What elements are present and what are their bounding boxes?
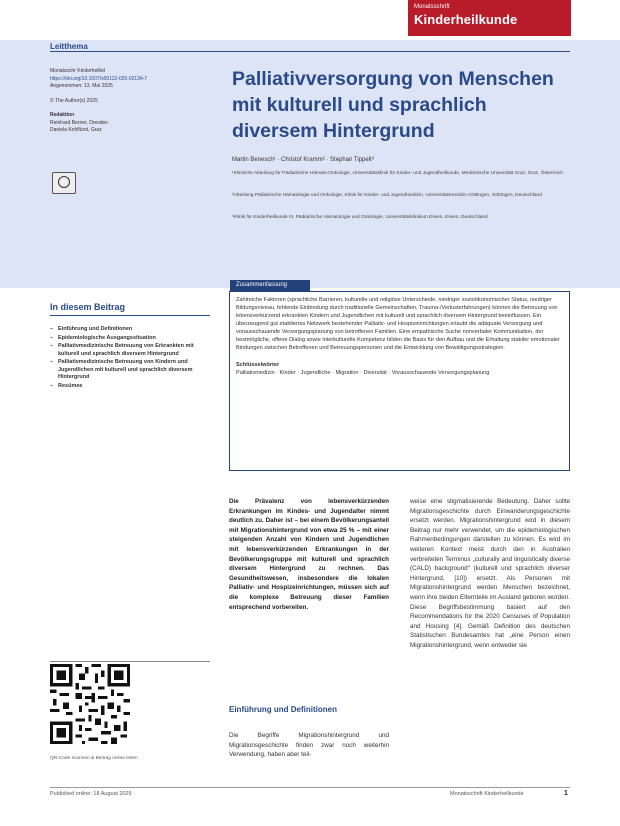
body-text-left: Die Begriffe Migrationshintergrund und Migrationsgeschichte finden zwar noch weiterhin Verwendung, haben aber teil-	[229, 732, 389, 759]
einfuehrung-heading: Einführung und Definitionen	[229, 705, 337, 714]
abstract-tab: Zusammenfassung	[230, 280, 310, 291]
affiliation-1: ¹Klinische Abteilung für Pädiatrische Hämato-Onkologie, Universitätsklinik für Kinder- und Jugendheilkunde, Medizinische Universität Graz, Graz, Österreich	[232, 171, 563, 176]
abstract-text: Zahlreiche Faktoren (sprachliche Barrieren, kulturelle und religiöse Unterschiede, niedriger sozioökonomischer Status, niedriger Bildungsniveau, fehlende Einbindung durch traditionelle Gemeinschaften, Trauma-/Verlusterfahrungen) können die Betreuung von lebensverkürzend erkrankten Kindern und Jugendlichen mit kulturell und sprachlich diversem Hintergrund beeinflussen. Ein überzeugend gut etabliertes Netzwerk bestehender Palliativ- und Hospizeinrichtungen erlaubt die adäquate Versorgung und vorausschauende Versorgungsplanung von betroffenen Familien. Eine empathische Suche nonverbaler Kommunikation, der bestmögliche, offene Dialog sowie interkulturelle Kompetenz bilden die Basis für den Aufbau und die Erhaltung stabiler emotionaler Bindungen zwischen Betroffenen und Betreuungspersonen und die Entwicklung von Bewältigungsstrategien.	[236, 297, 560, 351]
keywords-heading: Schlüsselwörter	[236, 362, 280, 368]
open-access-icon	[52, 172, 76, 194]
toc-item[interactable]: – Palliativmedizinische Betreuung von Kindern und Jugendlichen mit kulturell und sprachlich diversem Hintergrund	[50, 359, 210, 382]
article-title: Palliativversorgung von Menschen mit kulturell und sprachlich diversem Hintergrund	[232, 68, 554, 142]
published-date: Published online: 18 August 2025	[50, 791, 132, 797]
journal-logo	[408, 0, 571, 36]
page-number: 1	[564, 790, 568, 797]
article-meta	[50, 68, 210, 135]
toc-item[interactable]: – Einführung und Definitionen	[50, 326, 210, 334]
beitrag-divider	[50, 315, 210, 316]
footer-divider	[50, 787, 570, 788]
journal-line: Monatsschr Kinderheilkd	[50, 68, 105, 74]
affiliation-3: ³Klinik für Kinderheilkunde III, Pädiatrische Hämatologie und Onkologie, Universitätsklinikum Essen, Essen, Deutschland	[232, 215, 488, 220]
affiliation-2: ²Abteilung Pädiatrische Hämatologie und Onkologie, Klinik für Kinder- und Jugendmedizin, Universitätsmedizin Göttingen, Göttingen, Deutschland	[232, 193, 542, 198]
section-label: Leitthema	[50, 42, 88, 51]
body-text-right: weise eine stigmatisierende Bedeutung. Daher sollte Migrationsgeschichte durch Einwanderungsgeschichte ersetzt werden. Migrationshintergrund wird in diesem Beitrag nur mehr verwendet, um die epidemiologischen Rahmenbedingungen darstellen zu können. Es wird im weiteren Kontext meist durch den in Australien verbreiteten Terminus „culturally and linguistically diverse (CALD) background“ (kulturell und sprachlich diverser Hintergrund, [10]) ersetzt. Als Personen mit Migrationshintergrund werden Menschen bezeichnet, wenn ihre beiden Elternteile im Ausland geboren wurden. Diese Begriffsbestimmung basiert auf den Recommendations for the 2020 Censuses of Population and Housing [4]. Gemäß Definition des deutschen Statistischen Bundesamtes hat „eine Person einen Migrationshintergrund, wenn entweder sie	[410, 498, 570, 649]
sidebar-divider	[50, 661, 210, 662]
section-divider	[50, 51, 570, 52]
editor-1: Reinhard Berner, Dresden	[50, 119, 109, 126]
toc-item[interactable]: – Resümee	[50, 383, 210, 391]
copyright: © The Author(s) 2025	[50, 97, 98, 104]
qr-code-icon[interactable]	[50, 664, 130, 744]
redaktion-label: Redaktion	[50, 112, 75, 118]
abstract-box	[229, 291, 570, 471]
toc-item[interactable]: – Palliativmedizinische Betreuung von Erkrankten mit kulturell und sprachlich diversem Hintergrund	[50, 343, 210, 358]
doi-link[interactable]: https://doi.org/10.1007/s00112-025-02134-7	[50, 75, 148, 82]
journal-name: Kinderheilkunde	[414, 12, 518, 27]
intro-paragraph: Die Prävalenz von lebensverkürzenden Erkrankungen im Kindes- und Jugendalter nimmt deutlich zu. Daher ist – bei einem Bevölkerungsanteil mit Migrationshintergrund von etwa 25 % – mit einer steigenden Anzahl von Kindern und Jugendlichen mit lebensverkürzenden Erkrankungen in der Bevölkerungsgruppe mit kulturell und sprachlich diversem Hintergrund zu rechnen. Das Gesundheitswesen, insbesondere die lokalen Palliativ- und Hospizeinrichtungen, müssen sich auf die komplexe Betreuung dieser Familien entsprechend vorbereiten.	[229, 498, 389, 611]
qr-caption: QR-Code scannen & Beitrag online lesen	[50, 756, 138, 761]
editor-2: Daniela Kohlfürst, Graz	[50, 127, 102, 133]
toc-item[interactable]: – Epidemiologische Ausgangssituation	[50, 335, 210, 343]
toc-list	[50, 326, 210, 391]
accepted-date: Angenommen: 13. Mai 2025	[50, 83, 113, 89]
in-diesem-beitrag-heading: In diesem Beitrag	[50, 302, 126, 312]
authors: Martin Benesch¹ · Christof Kramm² · Stephan Tippelt³	[232, 157, 374, 163]
keywords: Palliativmedizin · Kinder · Jugendliche · Migration · Diversität · Vorausschauende Versorgungsplanung	[236, 370, 490, 376]
journal-series: Monatsschrift	[414, 4, 450, 10]
footer-journal: Monatsschrift Kinderheilkunde	[450, 791, 524, 797]
